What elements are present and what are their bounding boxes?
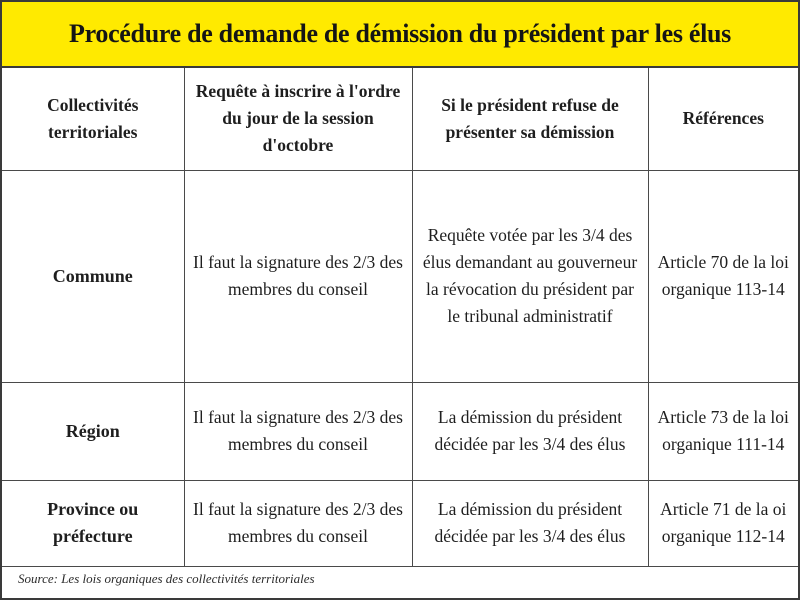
row-label-commune: Commune	[2, 170, 184, 382]
row-label-region: Région	[2, 382, 184, 480]
procedure-table	[2, 68, 798, 567]
cell-refus: Requête votée par les 3/4 des élus demandant au gouverneur la révocation du président par le tribunal administratif	[412, 170, 648, 382]
cell-refus: La démission du président décidée par les 3/4 des élus	[412, 382, 648, 480]
row-label-province: Province ou préfecture	[2, 480, 184, 566]
page-title: Procédure de demande de démission du président par les élus	[69, 19, 731, 48]
column-header-references: Références	[648, 68, 798, 170]
cell-requete: Il faut la signature des 2/3 des membres du conseil	[184, 480, 412, 566]
cell-requete: Il faut la signature des 2/3 des membres du conseil	[184, 170, 412, 382]
column-header-collectivites: Collectivités territoriales	[2, 68, 184, 170]
table-row	[2, 170, 798, 382]
table-row	[2, 480, 798, 566]
source-note: Source: Les lois organiques des collectivités territoriales	[18, 571, 315, 586]
cell-reference: Article 70 de la loi organique 113-14	[648, 170, 798, 382]
table-row	[2, 382, 798, 480]
table-header-row	[2, 68, 798, 170]
cell-reference: Article 71 de la oi organique 112-14	[648, 480, 798, 566]
column-header-requete: Requête à inscrire à l'ordre du jour de la session d'octobre	[184, 68, 412, 170]
cell-reference: Article 73 de la loi organique 111-14	[648, 382, 798, 480]
cell-requete: Il faut la signature des 2/3 des membres du conseil	[184, 382, 412, 480]
column-header-refus: Si le président refuse de présenter sa démission	[412, 68, 648, 170]
title-bar	[2, 2, 798, 68]
cell-refus: La démission du président décidée par les 3/4 des élus	[412, 480, 648, 566]
